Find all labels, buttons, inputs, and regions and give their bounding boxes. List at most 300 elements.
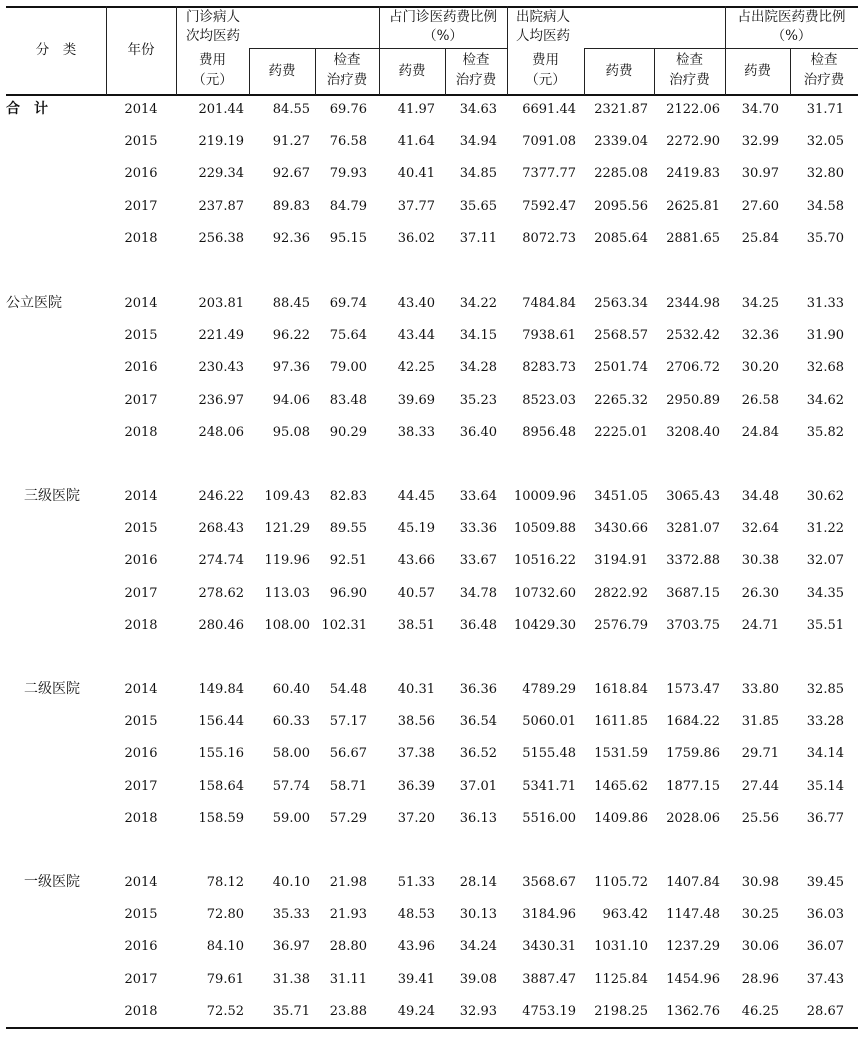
header-subrule	[584, 48, 725, 49]
value-cell: 1531.59	[594, 746, 648, 762]
value-cell: 28.67	[806, 1003, 844, 1019]
year-cell: 2015	[124, 714, 158, 730]
value-cell: 4789.29	[522, 682, 576, 697]
value-cell: 72.80	[206, 907, 244, 923]
value-cell: 30.13	[459, 907, 497, 923]
value-cell: 5155.48	[522, 746, 576, 762]
year-cell: 2016	[124, 939, 158, 955]
value-cell: 3430.66	[594, 521, 648, 537]
value-cell: 30.62	[806, 489, 844, 504]
value-cell: 155.16	[198, 746, 244, 762]
value-cell: 236.97	[198, 392, 244, 408]
value-cell: 2321.87	[594, 102, 648, 117]
value-cell: 1237.29	[666, 939, 720, 955]
header-op-drug: 药费	[268, 63, 296, 79]
value-cell: 149.84	[198, 682, 244, 697]
value-cell: 34.63	[459, 102, 497, 117]
value-cell: 10732.60	[513, 585, 576, 601]
value-cell: 33.80	[741, 682, 779, 697]
value-cell: 1105.72	[594, 875, 648, 890]
value-cell: 34.85	[459, 166, 497, 182]
value-cell: 88.45	[272, 296, 310, 311]
value-cell: 69.76	[329, 102, 367, 117]
value-cell: 40.41	[397, 166, 435, 182]
value-cell: 5341.71	[522, 778, 576, 794]
value-cell: 34.70	[741, 102, 779, 117]
value-cell: 40.31	[397, 682, 435, 697]
value-cell: 2881.65	[666, 230, 720, 246]
value-cell: 34.25	[741, 296, 779, 311]
header-subrule	[249, 48, 379, 49]
value-cell: 79.93	[329, 166, 367, 182]
value-cell: 37.01	[459, 778, 497, 794]
value-cell: 32.68	[806, 360, 844, 376]
value-cell: 29.71	[741, 746, 779, 762]
value-cell: 33.36	[459, 521, 497, 537]
value-cell: 2344.98	[666, 296, 720, 311]
value-cell: 2501.74	[594, 360, 648, 376]
value-cell: 36.07	[806, 939, 844, 955]
value-cell: 42.25	[397, 360, 435, 376]
header-ip-exam-line1: 检查	[676, 52, 703, 68]
value-cell: 8523.03	[522, 392, 576, 408]
year-cell: 2016	[124, 166, 158, 182]
value-cell: 76.58	[329, 134, 367, 150]
value-cell: 2225.01	[594, 424, 648, 440]
value-cell: 89.55	[329, 521, 367, 537]
value-cell: 30.25	[741, 907, 779, 923]
header-op-avg-line4: （元）	[192, 72, 233, 88]
value-cell: 32.64	[741, 521, 779, 537]
value-cell: 30.98	[741, 875, 779, 890]
value-cell: 10429.30	[513, 617, 576, 633]
value-cell: 43.40	[397, 296, 435, 311]
value-cell: 36.97	[272, 939, 310, 955]
value-cell: 46.25	[741, 1003, 779, 1019]
value-cell: 72.52	[206, 1003, 244, 1019]
header-op-avg-line1: 门诊病人	[186, 9, 240, 25]
value-cell: 278.62	[198, 585, 244, 601]
value-cell: 40.57	[397, 585, 435, 601]
value-cell: 75.64	[329, 328, 367, 344]
header-ip-ratio-exam-line1: 检查	[810, 52, 838, 68]
value-cell: 59.00	[272, 810, 310, 826]
value-cell: 82.83	[329, 489, 367, 504]
value-cell: 94.06	[272, 392, 310, 408]
value-cell: 36.02	[397, 230, 435, 246]
value-cell: 119.96	[264, 553, 310, 569]
value-cell: 57.29	[329, 810, 367, 826]
value-cell: 2568.57	[594, 328, 648, 344]
value-cell: 7938.61	[522, 328, 576, 344]
value-cell: 3887.47	[522, 971, 576, 987]
value-cell: 3194.91	[594, 553, 648, 569]
value-cell: 7091.08	[522, 134, 576, 150]
value-cell: 2706.72	[666, 360, 720, 376]
value-cell: 37.38	[397, 746, 435, 762]
value-cell: 1759.86	[666, 746, 720, 762]
value-cell: 41.97	[397, 102, 435, 117]
value-cell: 38.51	[397, 617, 435, 633]
value-cell: 38.56	[397, 714, 435, 730]
header-op-avg-line2: 次均医药	[186, 28, 240, 44]
value-cell: 89.83	[272, 198, 310, 214]
year-cell: 2018	[124, 230, 158, 246]
value-cell: 34.24	[459, 939, 497, 955]
value-cell: 96.90	[329, 585, 367, 601]
value-cell: 95.15	[329, 230, 367, 246]
value-cell: 30.20	[741, 360, 779, 376]
year-cell: 2015	[124, 521, 158, 537]
year-cell: 2016	[124, 746, 158, 762]
value-cell: 203.81	[198, 296, 244, 311]
value-cell: 2028.06	[666, 810, 720, 826]
value-cell: 2576.79	[594, 617, 648, 633]
value-cell: 37.20	[397, 810, 435, 826]
year-cell: 2018	[124, 810, 158, 826]
value-cell: 34.58	[806, 198, 844, 214]
year-cell: 2018	[124, 1003, 158, 1019]
value-cell: 1465.62	[594, 778, 648, 794]
header-op-avg-line3: 费用	[199, 52, 226, 68]
value-cell: 2563.34	[594, 296, 648, 311]
value-cell: 32.07	[806, 553, 844, 569]
header-op-ratio-exam-line2: 治疗费	[455, 72, 497, 88]
value-cell: 49.24	[397, 1003, 435, 1019]
value-cell: 37.11	[459, 230, 497, 246]
value-cell: 51.33	[397, 875, 435, 890]
value-cell: 274.74	[198, 553, 244, 569]
value-cell: 2822.92	[594, 585, 648, 601]
value-cell: 201.44	[198, 102, 244, 117]
value-cell: 229.34	[198, 166, 244, 182]
value-cell: 10516.22	[513, 553, 576, 569]
value-cell: 97.36	[272, 360, 310, 376]
value-cell: 34.28	[459, 360, 497, 376]
value-cell: 2085.64	[594, 230, 648, 246]
value-cell: 35.65	[459, 198, 497, 214]
year-cell: 2015	[124, 328, 158, 344]
value-cell: 113.03	[264, 585, 310, 601]
value-cell: 7484.84	[522, 296, 576, 311]
value-cell: 83.48	[329, 392, 367, 408]
value-cell: 221.49	[198, 328, 244, 344]
value-cell: 34.48	[741, 489, 779, 504]
header-ip-exam-line2: 治疗费	[669, 72, 710, 88]
year-cell: 2017	[124, 778, 158, 794]
value-cell: 36.40	[459, 424, 497, 440]
value-cell: 32.93	[459, 1003, 497, 1019]
top-rule	[6, 6, 858, 8]
group-label: 公立医院	[6, 295, 62, 311]
year-cell: 2014	[124, 875, 158, 890]
value-cell: 44.45	[397, 489, 435, 504]
year-cell: 2018	[124, 424, 158, 440]
value-cell: 219.19	[198, 134, 244, 150]
value-cell: 31.90	[806, 328, 844, 344]
group-label: 合 计	[6, 101, 48, 117]
value-cell: 25.56	[741, 810, 779, 826]
value-cell: 35.70	[806, 230, 844, 246]
bottom-rule	[6, 1027, 858, 1029]
value-cell: 1877.15	[666, 778, 720, 794]
year-cell: 2016	[124, 360, 158, 376]
value-cell: 78.12	[206, 875, 244, 890]
value-cell: 35.71	[272, 1003, 310, 1019]
value-cell: 21.93	[329, 907, 367, 923]
value-cell: 24.71	[741, 617, 779, 633]
header-op-ratio-drug: 药费	[398, 63, 426, 79]
value-cell: 10009.96	[513, 489, 576, 504]
value-cell: 3568.67	[522, 875, 576, 890]
value-cell: 56.67	[329, 746, 367, 762]
year-cell: 2017	[124, 585, 158, 601]
value-cell: 36.03	[806, 907, 844, 923]
value-cell: 3208.40	[666, 424, 720, 440]
value-cell: 33.28	[806, 714, 844, 730]
value-cell: 1618.84	[594, 682, 648, 697]
value-cell: 33.67	[459, 553, 497, 569]
year-cell: 2014	[124, 296, 158, 311]
value-cell: 2532.42	[666, 328, 720, 344]
value-cell: 1147.48	[666, 907, 720, 923]
header-op-ratio-line2: （%）	[423, 28, 463, 44]
value-cell: 36.39	[397, 778, 435, 794]
value-cell: 2198.25	[594, 1003, 648, 1019]
value-cell: 32.99	[741, 134, 779, 150]
value-cell: 1409.86	[594, 810, 648, 826]
year-cell: 2014	[124, 489, 158, 504]
value-cell: 31.71	[806, 102, 844, 117]
value-cell: 36.77	[806, 810, 844, 826]
value-cell: 8283.73	[522, 360, 576, 376]
value-cell: 33.64	[459, 489, 497, 504]
value-cell: 30.06	[741, 939, 779, 955]
value-cell: 60.40	[272, 682, 310, 697]
year-cell: 2018	[124, 617, 158, 633]
value-cell: 2272.90	[666, 134, 720, 150]
value-cell: 36.13	[459, 810, 497, 826]
value-cell: 1362.76	[666, 1003, 720, 1019]
value-cell: 35.23	[459, 392, 497, 408]
value-cell: 8072.73	[522, 230, 576, 246]
value-cell: 34.22	[459, 296, 497, 311]
value-cell: 25.84	[741, 230, 779, 246]
year-cell: 2017	[124, 971, 158, 987]
value-cell: 58.00	[272, 746, 310, 762]
value-cell: 6691.44	[522, 102, 576, 117]
value-cell: 84.79	[329, 198, 367, 214]
value-cell: 32.36	[741, 328, 779, 344]
value-cell: 90.29	[329, 424, 367, 440]
value-cell: 108.00	[264, 617, 310, 633]
value-cell: 36.36	[459, 682, 497, 697]
value-cell: 79.61	[206, 971, 244, 987]
value-cell: 27.44	[741, 778, 779, 794]
header-year: 年份	[127, 42, 155, 58]
value-cell: 31.33	[806, 296, 844, 311]
header-ip-drug: 药费	[605, 63, 633, 79]
value-cell: 121.29	[264, 521, 310, 537]
value-cell: 256.38	[198, 230, 244, 246]
value-cell: 31.22	[806, 521, 844, 537]
value-cell: 31.38	[272, 971, 310, 987]
value-cell: 43.96	[397, 939, 435, 955]
group-label: 二级医院	[24, 681, 80, 697]
value-cell: 35.33	[272, 907, 310, 923]
value-cell: 34.78	[459, 585, 497, 601]
value-cell: 27.60	[741, 198, 779, 214]
header-op-exam-line2: 治疗费	[326, 72, 368, 88]
value-cell: 37.77	[397, 198, 435, 214]
value-cell: 1031.10	[594, 939, 648, 955]
year-cell: 2014	[124, 102, 158, 117]
value-cell: 92.36	[272, 230, 310, 246]
value-cell: 237.87	[198, 198, 244, 214]
value-cell: 10509.88	[513, 521, 576, 537]
value-cell: 39.45	[806, 875, 844, 890]
value-cell: 36.52	[459, 746, 497, 762]
value-cell: 158.64	[198, 778, 244, 794]
value-cell: 3184.96	[522, 907, 576, 923]
header-subrule	[379, 48, 507, 49]
value-cell: 7377.77	[522, 166, 576, 182]
header-op-ratio-exam-line1: 检查	[462, 52, 490, 68]
header-subrule	[725, 48, 858, 49]
value-cell: 2339.04	[594, 134, 648, 150]
value-cell: 28.96	[741, 971, 779, 987]
statistics-table	[6, 6, 858, 1030]
value-cell: 54.48	[329, 682, 367, 697]
value-cell: 43.66	[397, 553, 435, 569]
value-cell: 2950.89	[666, 392, 720, 408]
value-cell: 40.10	[272, 875, 310, 890]
value-cell: 21.98	[329, 875, 367, 890]
value-cell: 34.94	[459, 134, 497, 150]
value-cell: 3430.31	[522, 939, 576, 955]
value-cell: 4753.19	[522, 1003, 576, 1019]
value-cell: 23.88	[329, 1003, 367, 1019]
value-cell: 1573.47	[666, 682, 720, 697]
header-ip-ratio-drug: 药费	[744, 63, 771, 79]
value-cell: 102.31	[321, 617, 367, 633]
value-cell: 28.80	[329, 939, 367, 955]
value-cell: 8956.48	[522, 424, 576, 440]
value-cell: 34.62	[806, 392, 844, 408]
value-cell: 39.41	[397, 971, 435, 987]
value-cell: 32.05	[806, 134, 844, 150]
value-cell: 38.33	[397, 424, 435, 440]
value-cell: 34.14	[806, 746, 844, 762]
value-cell: 1611.85	[594, 714, 648, 730]
value-cell: 24.84	[741, 424, 779, 440]
value-cell: 7592.47	[522, 198, 576, 214]
header-category: 分 类	[35, 42, 77, 58]
value-cell: 34.15	[459, 328, 497, 344]
value-cell: 79.00	[329, 360, 367, 376]
year-cell: 2017	[124, 392, 158, 408]
value-cell: 5516.00	[522, 810, 576, 826]
value-cell: 58.71	[329, 778, 367, 794]
value-cell: 2265.32	[594, 392, 648, 408]
value-cell: 1454.96	[666, 971, 720, 987]
value-cell: 36.48	[459, 617, 497, 633]
value-cell: 3451.05	[594, 489, 648, 504]
value-cell: 35.82	[806, 424, 844, 440]
value-cell: 230.43	[198, 360, 244, 376]
value-cell: 91.27	[272, 134, 310, 150]
value-cell: 2095.56	[594, 198, 648, 214]
value-cell: 28.14	[459, 875, 497, 890]
value-cell: 35.14	[806, 778, 844, 794]
value-cell: 30.97	[741, 166, 779, 182]
value-cell: 2122.06	[666, 102, 720, 117]
value-cell: 31.85	[741, 714, 779, 730]
value-cell: 92.67	[272, 166, 310, 182]
value-cell: 35.51	[806, 617, 844, 633]
value-cell: 39.69	[397, 392, 435, 408]
group-label: 三级医院	[24, 488, 80, 504]
value-cell: 2625.81	[666, 198, 720, 214]
year-cell: 2015	[124, 907, 158, 923]
value-cell: 26.30	[741, 585, 779, 601]
value-cell: 246.22	[198, 489, 244, 504]
header-ip-avg-line4: （元）	[525, 72, 566, 88]
group-label: 一级医院	[24, 874, 80, 890]
value-cell: 48.53	[397, 907, 435, 923]
value-cell: 3703.75	[666, 617, 720, 633]
value-cell: 32.85	[806, 682, 844, 697]
value-cell: 32.80	[806, 166, 844, 182]
value-cell: 69.74	[329, 296, 367, 311]
value-cell: 96.22	[272, 328, 310, 344]
value-cell: 60.33	[272, 714, 310, 730]
value-cell: 31.11	[329, 971, 367, 987]
value-cell: 36.54	[459, 714, 497, 730]
value-cell: 57.17	[329, 714, 367, 730]
value-cell: 2285.08	[594, 166, 648, 182]
value-cell: 1125.84	[594, 971, 648, 987]
value-cell: 3065.43	[666, 489, 720, 504]
header-ip-ratio-line1: 占出院医药费比例	[737, 9, 846, 25]
year-cell: 2014	[124, 682, 158, 697]
year-cell: 2016	[124, 553, 158, 569]
value-cell: 95.08	[272, 424, 310, 440]
value-cell: 3281.07	[666, 521, 720, 537]
year-cell: 2015	[124, 134, 158, 150]
value-cell: 280.46	[198, 617, 244, 633]
year-cell: 2017	[124, 198, 158, 214]
value-cell: 26.58	[741, 392, 779, 408]
header-bottom-rule	[6, 94, 858, 96]
header-op-exam-line1: 检查	[333, 52, 361, 68]
value-cell: 268.43	[198, 521, 244, 537]
header-ip-avg-line1: 出院病人	[516, 9, 570, 25]
header-ip-avg-line3: 费用	[532, 52, 559, 68]
value-cell: 2419.83	[666, 166, 720, 182]
value-cell: 39.08	[459, 971, 497, 987]
header-ip-ratio-exam-line2: 治疗费	[803, 72, 845, 88]
header-ip-ratio-line2: （%）	[771, 28, 812, 44]
value-cell: 57.74	[272, 778, 310, 794]
value-cell: 3687.15	[666, 585, 720, 601]
value-cell: 84.10	[206, 939, 244, 955]
value-cell: 5060.01	[522, 714, 576, 730]
value-cell: 92.51	[329, 553, 367, 569]
value-cell: 45.19	[397, 521, 435, 537]
value-cell: 30.38	[741, 553, 779, 569]
value-cell: 1684.22	[666, 714, 720, 730]
